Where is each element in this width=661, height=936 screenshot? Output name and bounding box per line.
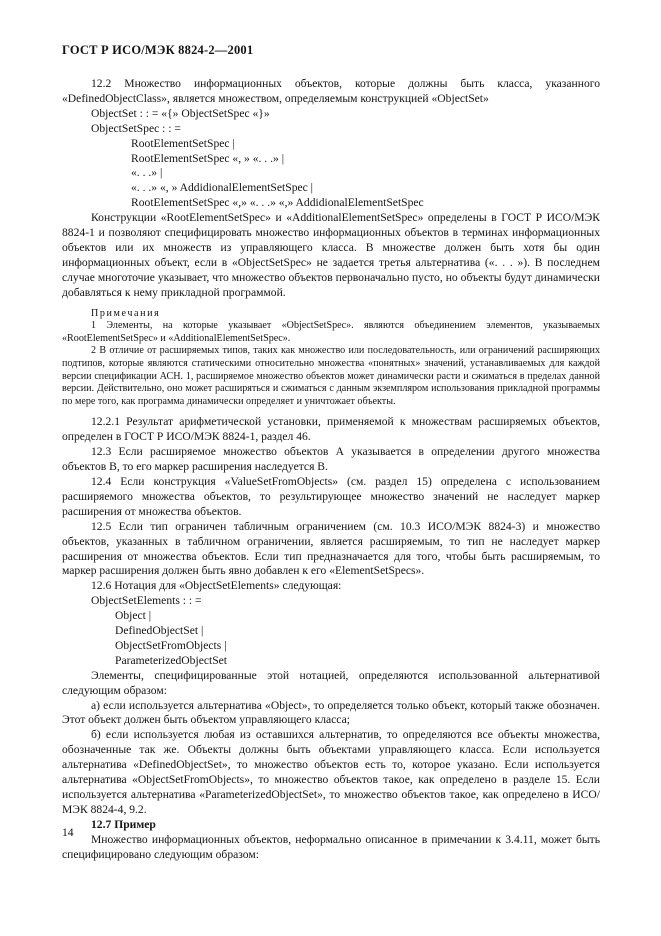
clause-12-2-1: 12.2.1 Результат арифметической установки, применяемой к множествам расширяемых объектов, определен в ГОСТ Р ИСО/МЭК 8824-1, раздел 46. [62,415,600,444]
list-item-a: а) если используется альтернатива «Object», то определяется только объект, который также обозначен. Этот объект должен быть объектом управляющего класса; [62,698,600,727]
notes-title: Примечания [91,307,161,319]
clause-12-3: 12.3 Если расширяемое множество объектов А указывается в определении другого множества объектов В, то его маркер расширения наследуется В. [62,445,600,474]
page-content [62,77,600,863]
page-number: 14 [62,826,74,839]
clause-12-2: 12.2 Множество информационных объектов, которые должны быть класса, указанного «DefinedObjectClass», является множеством, определяемым конструкцией «ObjectSet» [62,77,600,105]
clause-12-6: 12.6 Нотация для «ObjectSetElements» следующая: [91,579,342,593]
code-line: DefinedObjectSet | [115,624,204,638]
constructions-paragraph: Конструкции «RootElementSetSpec» и «AdditionalElementSetSpec» определены в ГОСТ Р ИСО/МЭК 8824-1 и позволяют специфицировать множество информационных объектов в терминах информационных объектов или их множеств из управляющего класса. В множестве должен быть хотя бы один информационных объект, если в «ObjectSetSpec» не задается третья альтернатива («. . . »). В последнем случае многоточие указывает, что множество объектов первоначально пусто, но объекты будут динамически добавляться к нему прикладной программой. [62,211,600,299]
code-line: RootElementSetSpec «,» «. . .» «,» AddidionalElementSetSpec [131,196,424,210]
clause-12-5: 12.5 Если тип ограничен табличным ограничением (см. 10.3 ИСО/МЭК 8824-3) и множество объектов, указанных в табличном ограничении, является расширяемым, то тип не наследует маркер расширения от множества объектов. Если тип предназначается для того, чтобы быть расширяемым, то маркер расширения должен быть явно добавлен к его «ElementSetSpecs». [62,519,600,578]
code-line: «. . .» | [131,166,163,180]
code-line: Object | [115,609,152,623]
code-line: ParameterizedObjectSet [115,653,228,667]
note-2: 2 В отличие от расширяемых типов, таких как множество или последовательность, или ограничений расширяющих подтипов, которые являются статическими относительно множества «понятных» значений, устанавливаемых для каждой версии спецификации АСН. 1, расширяемое множество объектов может динамически расти и сжиматься в пределах данной версии. Действительно, оно может расширяться и сжиматься с данным экземпляром использования прикладной программы по мере того, как программа динамически определяет и уничтожает объекты. [62,345,600,407]
code-line: ObjectSetElements : : = [91,594,202,608]
page-header: ГОСТ Р ИСО/МЭК 8824-2—2001 [62,43,254,57]
code-line: RootElementSetSpec «, » «. . .» | [131,151,285,165]
code-line: ObjectSetFromObjects | [115,638,227,652]
note-1: 1 Элементы, на которые указывает «ObjectSetSpec». являются объединением элементов, указываемых «RootElementSetSpec» и «AdditionalElementSetSpec». [62,320,600,344]
code-line: ObjectSetSpec : : = [91,121,181,135]
code-line: ObjectSet : : = «{» ObjectSetSpec «}» [91,106,270,120]
example-paragraph: Множество информационных объектов, неформально описанное в примечании к 3.4.11, может быть специфицировано следующим образом: [62,832,600,861]
elements-paragraph: Элементы, специфицированные этой нотацией, определяются использованной альтернативой следующим образом: [62,668,600,697]
clause-12-4: 12.4 Если конструкция «ValueSetFromObjects» (см. раздел 15) определена с использованием расширяемого множества объектов, то результирующее множество значений не наследует маркер расширения от множества объектов. [62,474,600,518]
clause-12-7-heading: 12.7 Пример [91,817,156,831]
code-line: «. . .» «, » AddidionalElementSetSpec | [131,181,314,195]
list-item-b: б) если используется любая из оставшихся альтернатив, то определяются все объекты множества, обозначенные так же. Объекты должны быть объектами управляющего класса. Если используется альтернатива «DefinedObjectSet», то множество объектов есть то, которое указано. Если используется альтернатива «ObjectSetFromObjects», то множество объектов такое, как определено в разделе 15. Если используется альтернатива «ParameterizedObjectSet», то множество объектов такое, как определено в ИСО/МЭК 8824-4, 9.2. [62,728,600,816]
code-line: RootElementSetSpec | [131,136,235,150]
notes-block [62,308,600,409]
